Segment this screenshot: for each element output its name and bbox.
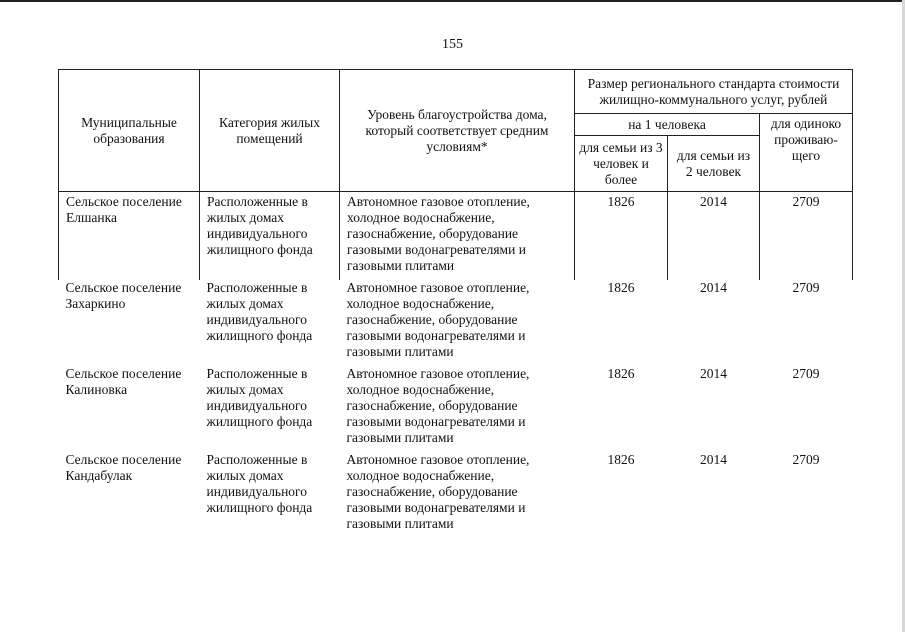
cell-category: Расположенные в жилых домах индивидуального жилищного фонда [200, 192, 340, 281]
cell-improvement: Автономное газовое отопление, холодное водоснабжение, газоснабжение, оборудование газовыми водонагревателями и газовыми плитами [346, 366, 530, 445]
cell-category: Расположенные в жилых домах индивидуального жилищного фонда [206, 452, 313, 515]
cell-single: 2709 [792, 366, 820, 381]
header-category: Категория жилых помещений [200, 70, 340, 192]
cell-improvement: Автономное газовое отопление, холодное водоснабжение, газоснабжение, оборудование газовыми водонагревателями и газовыми плитами [346, 280, 530, 359]
table-body [59, 192, 853, 539]
cell-family-2: 2014 [700, 366, 727, 381]
cell-municipality: Сельское поселение Захаркино [65, 280, 182, 311]
cell-family-2: 2014 [700, 280, 727, 295]
header-single: для одиноко проживаю-щего [760, 114, 853, 192]
header-family-2: для семьи из 2 человек [668, 136, 760, 192]
cell-municipality: Сельское поселение Калиновка [65, 366, 182, 397]
cell-single: 2709 [760, 192, 853, 281]
header-per-person: на 1 человека [575, 114, 760, 136]
header-improvement: Уровень благоустройства дома, который соответствует средним условиям* [340, 70, 575, 192]
header-standard: Размер регионального стандарта стоимости жилищно-коммунального услуг, рублей [575, 70, 853, 114]
housing-standards-table [58, 69, 853, 538]
cell-improvement: Автономное газовое отопление, холодное водоснабжение, газоснабжение, оборудование газовыми водонагревателями и газовыми плитами [346, 452, 530, 531]
header-municipality: Муниципальные образования [59, 70, 200, 192]
cell-single: 2709 [792, 280, 820, 295]
table-row [59, 366, 853, 452]
cell-improvement: Автономное газовое отопление, холодное водоснабжение, газоснабжение, оборудование газовыми водонагревателями и газовыми плитами [340, 192, 575, 281]
cell-category: Расположенные в жилых домах индивидуального жилищного фонда [206, 366, 313, 429]
cell-municipality: Сельское поселение Елшанка [59, 192, 200, 281]
cell-family-2: 2014 [700, 452, 727, 467]
table-row [59, 192, 853, 281]
table-header [59, 70, 853, 192]
cell-family-3: 1826 [607, 452, 635, 467]
cell-family-3: 1826 [607, 366, 635, 381]
cell-family-3: 1826 [607, 280, 635, 295]
cell-category: Расположенные в жилых домах индивидуального жилищного фонда [206, 280, 313, 343]
page-number: 155 [442, 37, 463, 52]
table-row [59, 452, 853, 538]
cell-family-2: 2014 [668, 192, 760, 281]
scan-edge-top [0, 0, 905, 2]
cell-municipality: Сельское поселение Кандабулак [65, 452, 182, 483]
header-family-3: для семьи из 3 человек и более [575, 136, 668, 192]
cell-single: 2709 [792, 452, 820, 467]
table-row [59, 280, 853, 366]
cell-family-3: 1826 [575, 192, 668, 281]
